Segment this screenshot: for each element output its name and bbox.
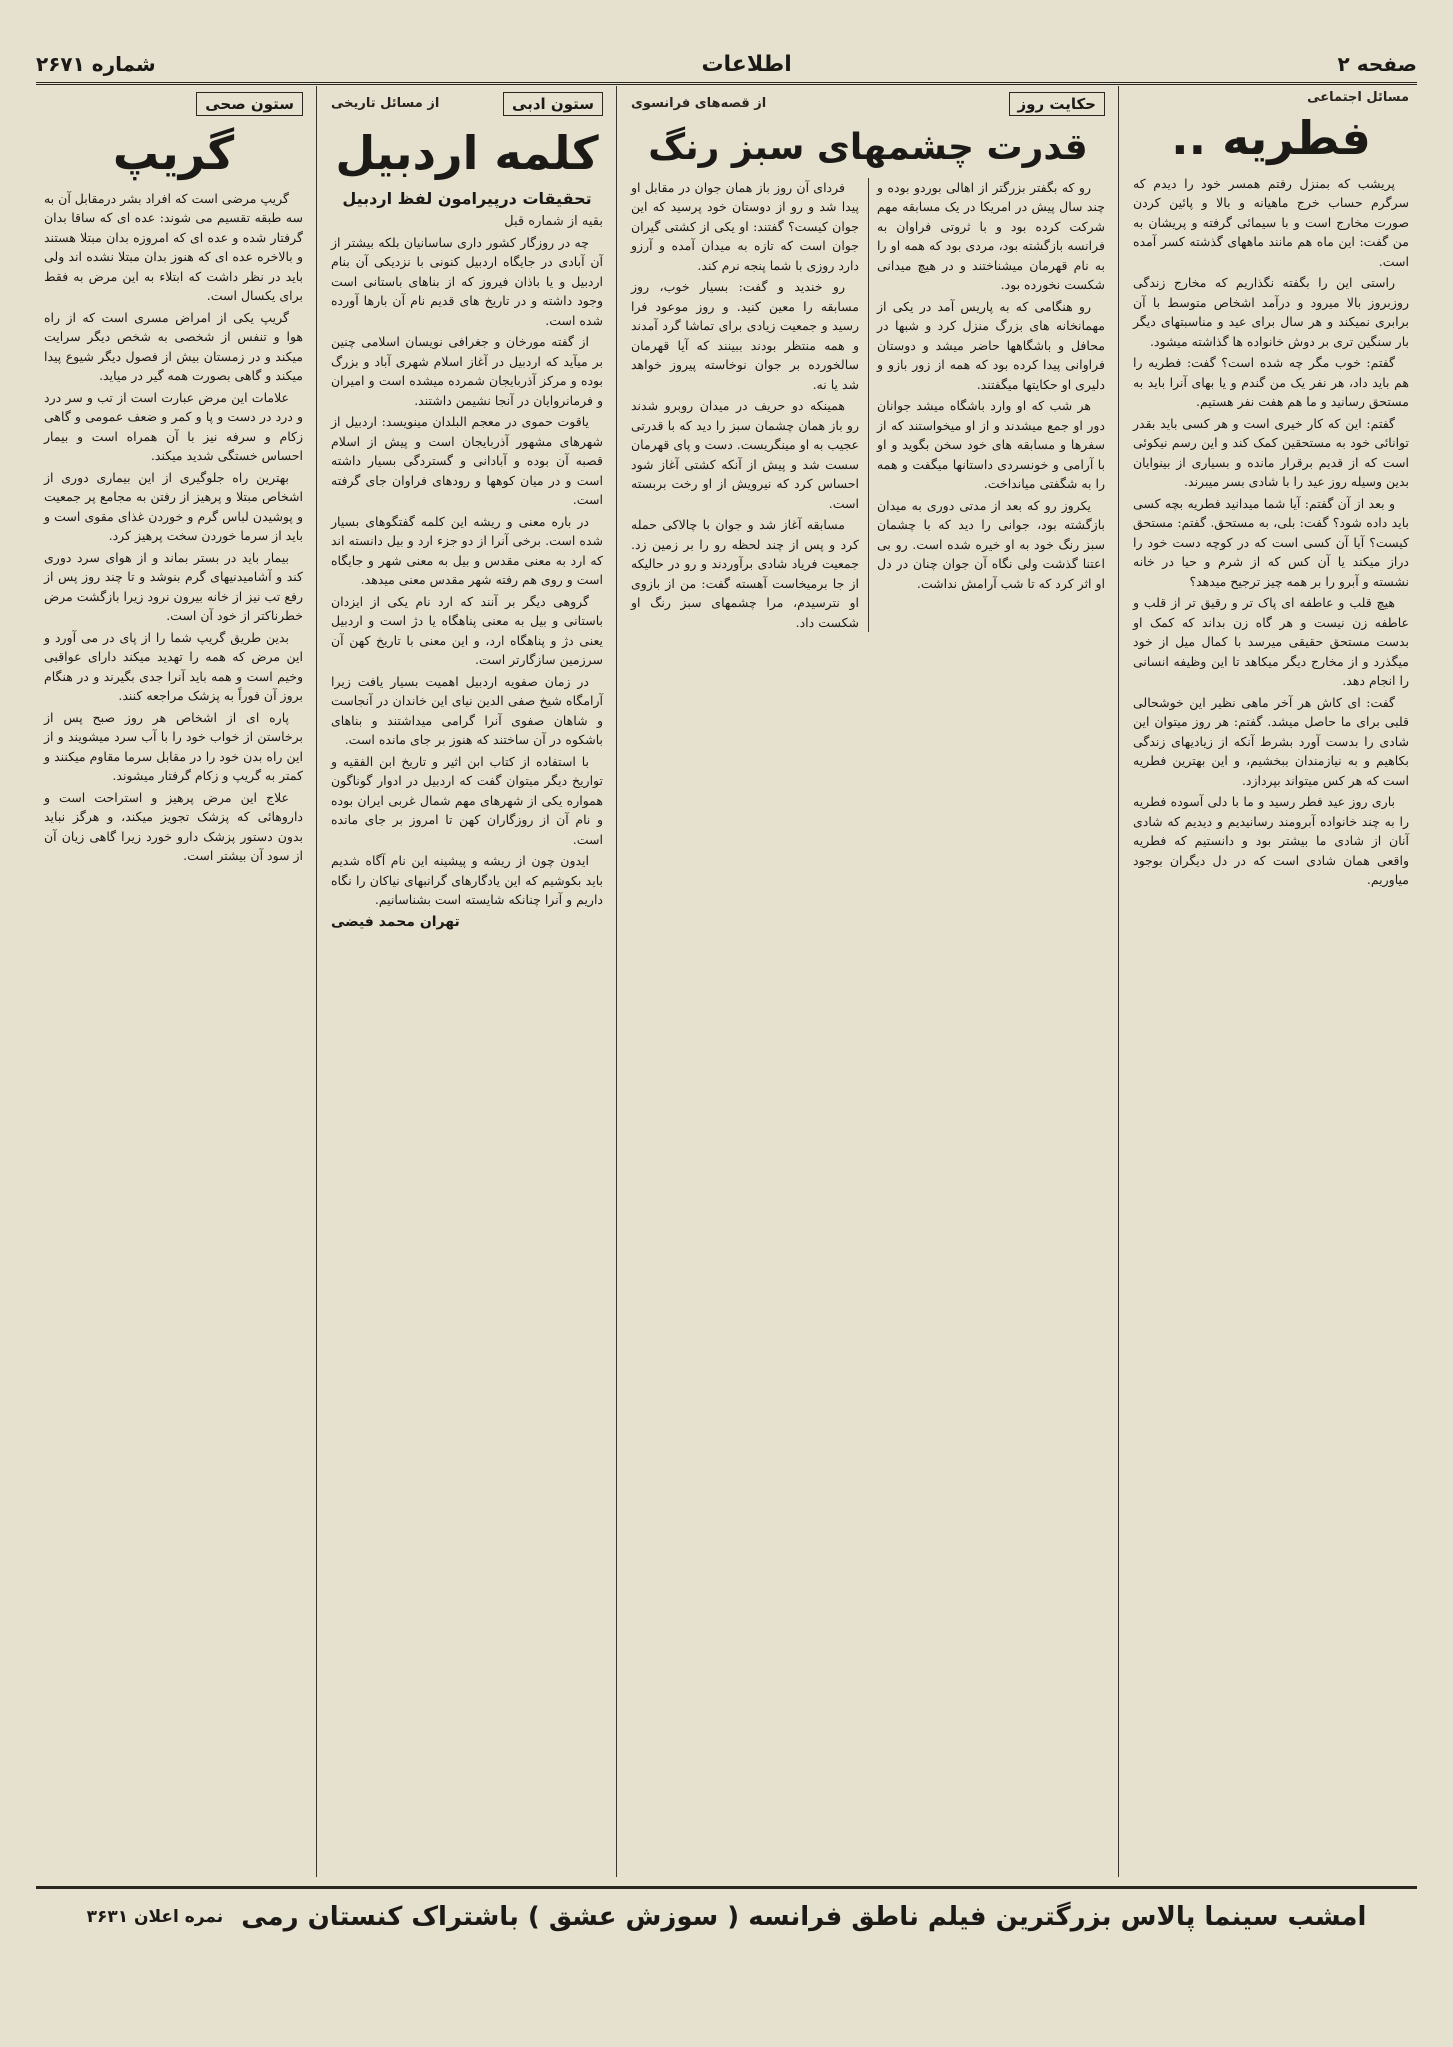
headline-health: گریپ <box>112 126 235 180</box>
author-signature: تهران محمد فیضی <box>331 913 460 930</box>
paragraph: بیمار باید در بستر بماند و از هوای سرد دوری کند و آشامیدنیهای گرم بنوشد و تا چند روز پس از رفع تب نیز از خانه بیرون نرود زیرا بازگشت مرض خطرناکتر از خود آن است. <box>44 549 303 624</box>
column-literary <box>323 86 611 1877</box>
paragraph: از گفته مورخان و جغرافی نویسان اسلامی چنین بر میآید که اردبیل در آغاز اسلام شهری آباد و بزرگ بوده و مرکز آذربایجان شمرده میشده است و امیران و فرمانروایان در آنجا نشیمن داشتند. <box>331 334 603 408</box>
subheadline-literary: تحقیقات درپیرامون لفظ اردبیل <box>342 188 592 208</box>
paragraph: رو هنگامی که به پاریس آمد در یکی از مهمانخانه های بزرگ منزل کرد و شبها در محافل و باشگاهها حاضر میشد و دوستان فراوانی پیدا کرده بود که همه از زور بازو و دلیری او حکایتها میگفتند. <box>877 298 1105 392</box>
page-number: صفحه ۲ <box>1337 52 1417 76</box>
paragraph: فردای آن روز باز همان جوان در مقابل او پیدا شد و رو از دوستان خود پرسید که این جوان کیست؟ گفتند: او یکی از کشتی گیران جوان است که تازه به میدان آمده و آرزو دارد روزی با شما پنجه نرم کند. <box>631 179 859 273</box>
paragraph: گفت: ای کاش هر آخر ماهی نظیر این خوشحالی قلبی برای ما حاصل میشد. گفتم: هر روز میتوان این شادی را بدست آورد بشرط آنکه از زیادیهای زندگی بکاهیم و به نیازمندان ببخشیم، و این بهترین فطریه است که هر کس میتواند بپردازد. <box>1133 694 1409 788</box>
paragraph: همینکه دو حریف در میدان روبرو شدند رو باز همان چشمان سبز را دید که با قدرتی عجیب به او مینگریست. دست و پای قهرمان سست شد و پیش از آنکه کشتی آغاز شود احساس کرد که نیرویش از او رخت بربسته است. <box>631 398 859 511</box>
story-origin-label: از قصه‌های فرانسوی <box>631 95 767 111</box>
paragraph: پاره ای از اشخاص هر روز صبح پس از برخاستن از خواب خود را با آب سرد میشویند و از این راه بدن خود را در مقابل سرما مقاوم میکنند و کمتر به گریپ و زکام گرفتار میشوند. <box>44 709 303 784</box>
paragraph: بدین طریق گریپ شما را از پای در می آورد و این مرض که همه را تهدید میکند دارای عواقبی وخیم است و همه باید آنرا جدی بگیرند و در هنگام بروز آن فوراً به پزشک مراجعه کنند. <box>44 629 303 704</box>
paragraph: گفتم: خوب مگر چه شده است؟ گفت: فطریه را هم باید داد، هر نفر یک من گندم و یا بهای آنرا باید به مستحق رسانید و ما هم هفت نفر هستیم. <box>1133 355 1409 410</box>
paragraph: علاج این مرض پرهیز و استراحت است و داروهائی که پزشک تجویز میکند، و هرگز نباید بدون دستور پزشک دارو خورد زیرا گاهی زیان آن از سود آن بیشتر است. <box>44 789 303 864</box>
continued-note: بقیه از شماره قبل <box>504 213 603 229</box>
paragraph: در زمان صفویه اردبیل اهمیت بسیار یافت زیرا آرامگاه شیخ صفی الدین نیای این خاندان در آنجاست و شاهان صفوی آنرا گرامی میداشتند و بناهای باشکوه در آن ساختند که هنوز بر جای مانده است. <box>331 673 603 748</box>
column-health <box>36 86 311 1877</box>
paragraph: هر شب که او وارد باشگاه میشد جوانان دور او جمع میشدند و از او میخواستند که از سفرها و مسابقه های خود سخن بگوید و او با آرامی و خونسردی داستانها میگفت و همه را به شگفتی میانداخت. <box>877 398 1105 492</box>
headline-story: قدرت چشمهای سبز رنگ <box>648 127 1088 168</box>
paragraph: و بعد از آن گفتم: آیا شما میدانید فطریه بچه کسی باید داده شود؟ گفت: بلی، به مستحق. گفتم: مستحق کیست؟ آیا آن کسی است که در کوچه دست خود را دراز میکند یا آن کس که از شرم و حیا در خانه نشسته و آبرو را بر همه چیز ترجیح میدهد؟ <box>1133 495 1409 589</box>
paper-name: اطلاعات <box>701 51 792 77</box>
paragraph: باری روز عید فطر رسید و ما با دلی آسوده فطریه را به چند خانواده آبرومند رسانیدیم و دیدیم که شادی آنان از شادی ما بیشتر بود و دانستیم که فطریه واقعی همان شادی است که در دل دیگران بوجود میاوریم. <box>1133 794 1409 888</box>
paragraph: با استفاده از کتاب ابن اثیر و تاریخ ابن الفقیه و تواریخ دیگر میتوان گفت که اردبیل در ادوار گوناگون همواره یکی از شهرهای مهم شمال غربی ایران بوده و نام آن از روزگاران کهن تا امروز بر جای مانده است. <box>331 753 603 847</box>
paragraph: پریشب که بمنزل رفتم همسر خود را دیدم که سرگرم حساب خرج ماهیانه و بالا و پائین کردن صورت مخارج است و با سیمائی گرفته و پریشان به من گفت: این ماه هم مانند ماههای گذشته کسر آمده است. <box>1133 175 1409 269</box>
masthead <box>36 46 1417 85</box>
paragraph: گروهی دیگر بر آنند که ارد نام یکی از ایزدان باستانی و بیل به معنی پناهگاه یا دژ است و اردبیل یعنی دژ و پناهگاه ارد، و این معنی با تاریخ کهن آن سرزمین سازگارتر است. <box>331 593 603 668</box>
paragraph: یکروز رو که بعد از مدتی دوری به میدان بازگشته بود، جوانی را دید که با چشمان سبز رنگ خود به او خیره شده است. رو بی اعتنا گذشت ولی نگاه آن جوان چنان در دل او اثر کرد که تا شب آرامش نداشت. <box>877 497 1105 591</box>
headline-social: فطریه .. <box>1171 111 1371 165</box>
paragraph: رو خندید و گفت: بسیار خوب، روز مسابقه را معین کنید. و روز موعود فرا رسید و جمعیت زیادی برای تماشا گرد آمدند و همه منتظر بودند ببینند که آیا قهرمان سالخورده بر جوان نوخاسته پیروز خواهد شد یا نه. <box>631 279 859 392</box>
paragraph: گریپ مرضی است که افراد بشر درمقابل آن به سه طبقه تقسیم می شوند: عده ای که ساقا بدان گرفتار شده و عده ای که امروزه بدان مبتلا هستند و بالاخره عده ای که هنوز بدان مبتلا نشده اند ولی باید در نظر داشت که ابتلاء به این مرض به فقط برای یکسال است. <box>43 190 303 304</box>
paragraph: هیچ قلب و عاطفه ای پاک تر و رقیق تر از قلب و عاطفه زن نیست و هر گاه زن بداند که کمک او بدست مستحق حقیقی میرسد با کمال میل از خود میگذرد و از مخارج دیگر میکاهد تا این وظیفه انسانی را انجام دهد. <box>1133 595 1409 689</box>
column-rule <box>1118 86 1119 1877</box>
article-body-literary <box>331 233 603 910</box>
article-body-health <box>44 189 303 866</box>
paragraph: چه در روزگار کشور داری ساسانیان بلکه بیشتر از آن آبادی در جایگاه اردبیل کنونی با نزدیکی آن بنام اردبیل و یا باذان فیروز که از بناهای باستانی است وجود داشته و در تاریخ های قدیم نام آن بارها آورده شده است. <box>331 234 603 328</box>
footer-advertisement <box>36 1886 1417 1945</box>
article-body-social <box>1133 174 1409 890</box>
paragraph: علامات این مرض عبارت است از تب و سر درد و درد در دست و پا و کمر و ضعف عمومی و گاهی زکام و سرفه نیز با آن همراه است و بیمار احساس خستگی شدید میکند. <box>44 389 303 464</box>
ad-number: نمره اعلان ۳۶۳۱ <box>86 1907 224 1927</box>
kicker-story: حکایت روز <box>1009 92 1106 116</box>
paragraph: گفتم: این که کار خیری است و هر کسی باید بقدر توانائی خود به مستحقین کمک کند و این رسم نیکوئی است که از قدیم برقرار مانده و بسیاری از بینوایان بدین وسیله روز عید را با شادی بسر میبرند. <box>1133 415 1409 490</box>
paragraph: گریپ یکی از امراض مسری است که از راه هوا و تنفس از شخصی به شخص دیگر سرایت میکند و در زمستان بیش از فصول دیگر شیوع پیدا میکند و گاهی بصورت همه گیر در میاید. <box>44 309 303 384</box>
kicker-health: ستون صحی <box>196 92 303 116</box>
paragraph: یاقوت حموی در معجم البلدان مینویسد: اردبیل از شهرهای مشهور آذربایجان است و پیش از اسلام قصبه آن بوده و آبادانی و گستردگی بسیار داشته است و در میان کوهها و رودهای فراوان جای گرفته است. <box>331 414 603 508</box>
paragraph: راستی این را بگفته نگذاریم که مخارج زندگی روزبروز بالا میرود و درآمد اشخاص متوسط با آن برابری نمیکند و هر سال برای عید و مناسبتهای دیگر بار سنگین تری بر دوش خانواده ها گذاشته میشود. <box>1133 275 1409 349</box>
headline-literary: کلمه اردبیل <box>335 126 599 180</box>
column-rule <box>316 86 317 1877</box>
literary-topic-label: از مسائل تاریخی <box>331 95 440 111</box>
paragraph: در باره معنی و ریشه این کلمه گفتگوهای بسیار شده است. برخی آنرا از دو جزء ارد و بیل دانسته اند که ارد به معنی مقدس و بیل به معنی شهر و جایگاه است و روی هم رفته شهر مقدس معنی میدهد. <box>331 513 603 588</box>
issue-number: شماره ۲۶۷۱ <box>36 52 156 76</box>
paragraph: ایدون چون از ریشه و پیشینه این نام آگاه شدیم باید بکوشیم که این یادگارهای گرانبهای نیاکان را نگاه داریم و آنرا چنانکه شایسته است بشناسانیم. <box>331 853 603 908</box>
ad-text: امشب سینما پالاس بزرگترین فیلم ناطق فرانسه ( سوزش عشق ) باشتراک کنستان رمی <box>241 1902 1367 1932</box>
column-rule <box>616 86 617 1877</box>
kicker-literary: ستون ادبی <box>503 92 603 116</box>
paragraph: بهترین راه جلوگیری از این بیماری دوری از اشخاص مبتلا و پرهیز از رفتن به مجامع پر جمعیت و پوشیدن لباس گرم و خوردن غذای مقوی است و باید از سرما خوردن سخت پرهیز کرد. <box>44 469 303 544</box>
paragraph: رو که بگفتر بزرگتر از اهالی بوردو بوده و چند سال پیش در امریکا در یک مسابقه مهم شرکت کرده بود و با ثروتی فراوان به فرانسه بازگشته بود، مردی بود که همه او را به نام قهرمان میشناختند و در هیچ میدانی شکست نخورده بود. <box>877 179 1105 293</box>
section-label: مسائل اجتماعی <box>1307 90 1409 105</box>
article-body-story <box>631 178 1105 633</box>
column-story <box>623 86 1113 1877</box>
column-social <box>1125 86 1417 1877</box>
paragraph: مسابقه آغاز شد و جوان با چالاکی حمله کرد و پس از چند لحظه رو را بر زمین زد. جمعیت فریاد شادی برآوردند و رو در حالیکه از جا برمیخاست آهسته گفت: من از بازوی او نترسیدم، مرا چشمهای سبز رنگ او شکست داد. <box>631 517 859 630</box>
